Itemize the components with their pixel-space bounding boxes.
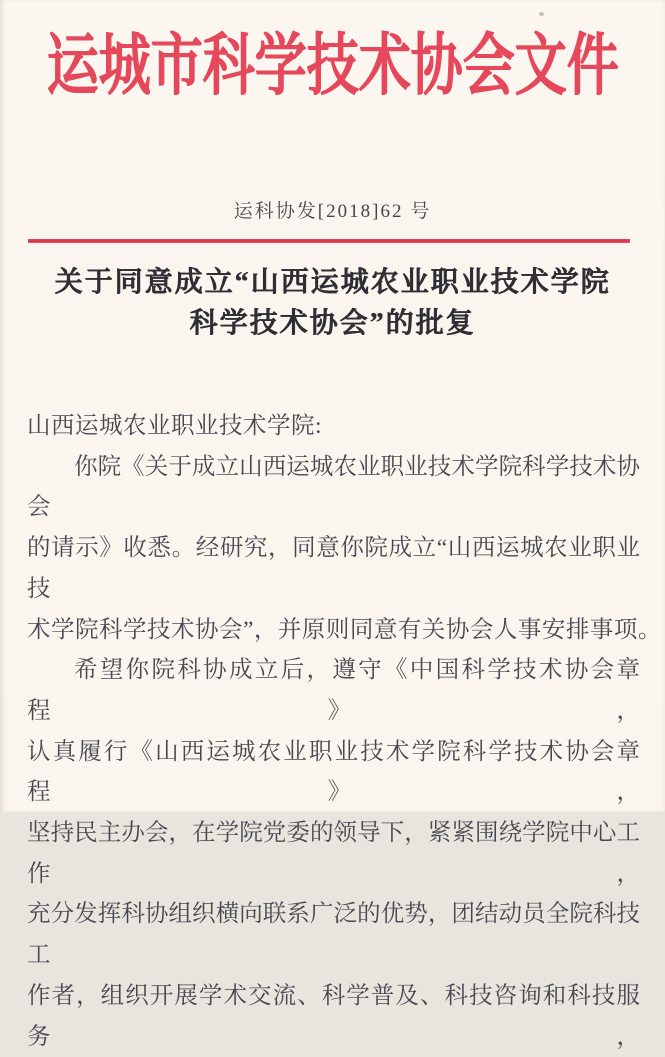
body-line: 的请示》收悉。经研究，同意你院成立“山西运城农业职业技 [27, 535, 640, 602]
document-title-line2: 科学技术协会”的批复 [189, 308, 476, 339]
document-body [27, 406, 662, 1057]
body-line: 充分发挥科协组织横向联系广泛的优势，团结动员全院科技工 [27, 901, 640, 969]
document-reference-number: 运科协发[2018]62 号 [233, 201, 432, 222]
document-title [0, 262, 665, 344]
body-line: 作者，组织开展学术交流、科学普及、科技咨询和科技服务， [27, 982, 640, 1050]
red-divider-rule [28, 239, 630, 243]
body-line: 认真履行《山西运城农业职业技术学院科学技术协会章程》， [27, 738, 640, 806]
body-line: 坚持民主办会，在学院党委的领导下，紧紧围绕学院中心工作， [27, 820, 640, 887]
agency-header-title: 运城市科学技术协会文件 [46, 30, 619, 105]
document-title-line1: 关于同意成立“山西运城农业职业技术学院 [54, 267, 611, 298]
body-line: 术学院科学技术协会”，并原则同意有关协会人事安排事项。 [27, 616, 662, 643]
body-line: 你院《关于成立山西运城农业职业技术学院科学技术协会 [27, 453, 640, 521]
body-line: 希望你院科协成立后，遵守《中国科学技术协会章程》， [27, 657, 640, 724]
scan-speck-artifact [539, 12, 544, 16]
body-salutation: 山西运城农业职业技术学院: [27, 413, 323, 439]
